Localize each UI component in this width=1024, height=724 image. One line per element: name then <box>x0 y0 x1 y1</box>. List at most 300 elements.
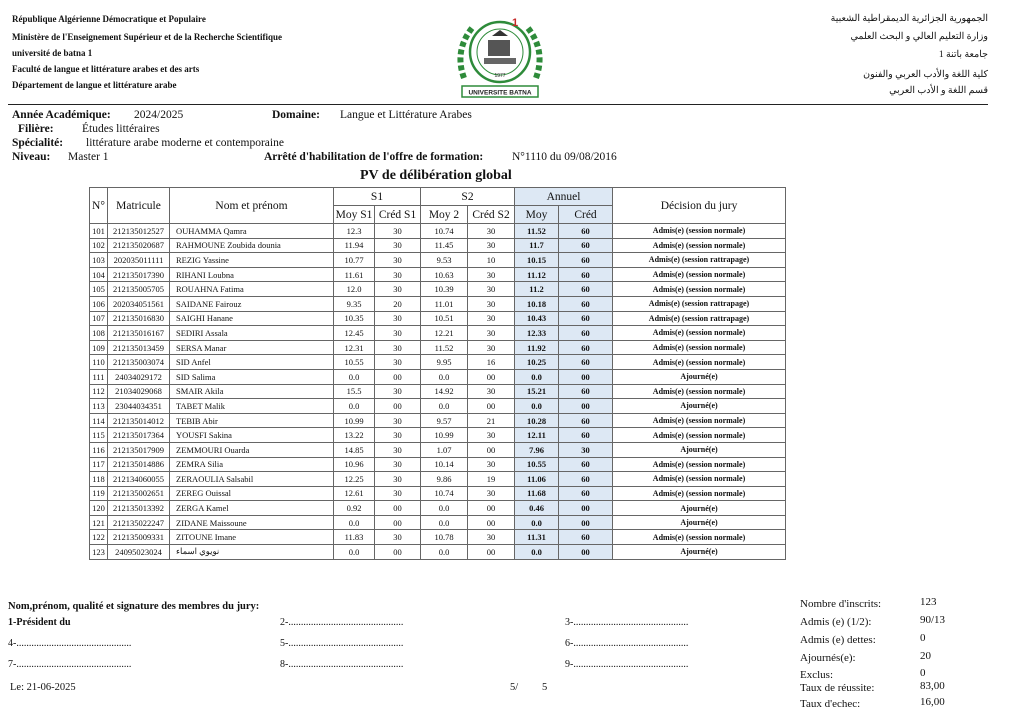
cell-decision: Admis(e) (session normale) <box>613 428 786 443</box>
table-row <box>90 311 786 326</box>
cell-matricule: 212135013392 <box>108 501 170 516</box>
cell-cred-s2: 30 <box>468 282 515 297</box>
cell-decision: Admis(e) (session normale) <box>613 530 786 545</box>
cell-no: 108 <box>90 326 108 341</box>
cell-matricule: 212135022247 <box>108 515 170 530</box>
cell-cred-s1: 30 <box>375 442 421 457</box>
filiere-label: Filière: <box>18 123 54 135</box>
cell-cred-s2: 30 <box>468 384 515 399</box>
cell-nom: RAHMOUNE Zoubida dounia <box>170 238 334 253</box>
cell-cred-s2: 30 <box>468 267 515 282</box>
table-row <box>90 355 786 370</box>
cell-moy-s2: 1.07 <box>421 442 468 457</box>
results-table <box>89 187 786 560</box>
cell-cred-s1: 20 <box>375 296 421 311</box>
cell-no: 122 <box>90 530 108 545</box>
jury-member-2: 2-.............................................. <box>280 617 404 628</box>
table-row <box>90 253 786 268</box>
university-logo <box>452 6 548 104</box>
cell-moy: 10.43 <box>515 311 559 326</box>
cell-decision: Admis(e) (session normale) <box>613 238 786 253</box>
jury-member-7: 7-.............................................. <box>8 659 132 670</box>
cell-moy-s2: 10.74 <box>421 486 468 501</box>
cell-cred: 60 <box>559 238 613 253</box>
cell-moy-s2: 0.0 <box>421 515 468 530</box>
cell-nom: SID Salima <box>170 369 334 384</box>
cell-matricule: 24095023024 <box>108 545 170 560</box>
jury-member-6: 6-.............................................. <box>565 638 689 649</box>
cell-cred-s1: 30 <box>375 311 421 326</box>
cell-nom: ZITOUNE Imane <box>170 530 334 545</box>
cell-matricule: 212135013459 <box>108 340 170 355</box>
header-right <box>688 14 988 102</box>
cell-moy-s2: 9.95 <box>421 355 468 370</box>
cell-moy-s2: 10.63 <box>421 267 468 282</box>
col-header-decision: Décision du jury <box>613 188 786 224</box>
stat-value: 83,00 <box>920 680 945 692</box>
cell-cred-s2: 10 <box>468 253 515 268</box>
cell-matricule: 212135017390 <box>108 267 170 282</box>
cell-matricule: 202034051561 <box>108 296 170 311</box>
cell-cred: 60 <box>559 253 613 268</box>
table-row <box>90 501 786 516</box>
stat-value: 16,00 <box>920 696 945 708</box>
cell-nom: RIHANI Loubna <box>170 267 334 282</box>
cell-no: 102 <box>90 238 108 253</box>
cell-moy-s2: 9.86 <box>421 472 468 487</box>
cell-cred: 60 <box>559 384 613 399</box>
cell-cred-s1: 30 <box>375 457 421 472</box>
jury-member-5: 5-.............................................. <box>280 638 404 649</box>
table-row <box>90 428 786 443</box>
cell-cred: 00 <box>559 545 613 560</box>
cell-moy-s1: 0.0 <box>334 369 375 384</box>
cell-matricule: 212135017909 <box>108 442 170 457</box>
cell-cred-s1: 30 <box>375 267 421 282</box>
cell-moy-s1: 11.83 <box>334 530 375 545</box>
cell-cred: 00 <box>559 399 613 414</box>
stat-value: 123 <box>920 596 937 608</box>
cell-moy-s1: 12.0 <box>334 282 375 297</box>
cell-moy-s2: 9.53 <box>421 253 468 268</box>
jury-member-9: 9-.............................................. <box>565 659 689 670</box>
cell-moy-s2: 11.52 <box>421 340 468 355</box>
cell-matricule: 212135012527 <box>108 224 170 239</box>
cell-moy-s2: 14.92 <box>421 384 468 399</box>
cell-decision: Ajourné(e) <box>613 369 786 384</box>
cell-no: 115 <box>90 428 108 443</box>
stat-label: Ajournés(e): <box>800 652 856 664</box>
cell-moy-s1: 12.45 <box>334 326 375 341</box>
cell-cred-s2: 30 <box>468 326 515 341</box>
cell-moy-s2: 0.0 <box>421 545 468 560</box>
cell-nom: ZERAOULIA Salsabil <box>170 472 334 487</box>
col-header-no: N° <box>90 188 108 224</box>
cell-moy-s2: 0.0 <box>421 501 468 516</box>
specialite-value: littérature arabe moderne et contemporaine <box>86 137 284 149</box>
cell-moy: 10.28 <box>515 413 559 428</box>
cell-cred-s2: 00 <box>468 545 515 560</box>
col-header-cred-s1: Créd S1 <box>375 206 421 224</box>
table-row <box>90 224 786 239</box>
table-row <box>90 515 786 530</box>
cell-moy-s1: 12.31 <box>334 340 375 355</box>
cell-no: 123 <box>90 545 108 560</box>
cell-decision: Admis(e) (session normale) <box>613 355 786 370</box>
cell-cred-s2: 16 <box>468 355 515 370</box>
cell-moy-s1: 0.0 <box>334 399 375 414</box>
table-row <box>90 530 786 545</box>
cell-decision: Admis(e) (session normale) <box>613 472 786 487</box>
cell-no: 114 <box>90 413 108 428</box>
cell-no: 118 <box>90 472 108 487</box>
cell-nom: ZEMMOURI Ouarda <box>170 442 334 457</box>
cell-moy: 11.52 <box>515 224 559 239</box>
header-left-line: université de batna 1 <box>12 48 93 58</box>
cell-cred-s2: 30 <box>468 340 515 355</box>
cell-cred: 60 <box>559 224 613 239</box>
stat-label: Admis (e) dettes: <box>800 634 876 646</box>
cell-moy-s2: 10.39 <box>421 282 468 297</box>
cell-moy-s2: 12.21 <box>421 326 468 341</box>
cell-moy-s1: 9.35 <box>334 296 375 311</box>
cell-decision: Ajourné(e) <box>613 501 786 516</box>
domaine-value: Langue et Littérature Arabes <box>340 109 472 121</box>
header-right-line: قسم اللغة و الأدب العربي <box>889 86 988 96</box>
header-right-line: جامعة باتنة 1 <box>938 50 988 60</box>
logo-text: UNIVERSITE BATNA <box>468 89 532 97</box>
cell-matricule: 202035011111 <box>108 253 170 268</box>
cell-nom: ZEREG Ouissal <box>170 486 334 501</box>
cell-cred-s2: 30 <box>468 486 515 501</box>
stat-label: Exclus: <box>800 669 833 681</box>
cell-moy-s2: 9.57 <box>421 413 468 428</box>
cell-moy-s1: 13.22 <box>334 428 375 443</box>
table-row <box>90 282 786 297</box>
table-row <box>90 296 786 311</box>
cell-cred-s2: 00 <box>468 442 515 457</box>
cell-cred-s2: 00 <box>468 399 515 414</box>
cell-moy-s1: 10.77 <box>334 253 375 268</box>
cell-cred-s2: 30 <box>468 311 515 326</box>
cell-cred: 60 <box>559 472 613 487</box>
cell-cred: 60 <box>559 296 613 311</box>
cell-cred-s1: 30 <box>375 282 421 297</box>
table-row <box>90 238 786 253</box>
cell-moy-s2: 11.01 <box>421 296 468 311</box>
stat-value: 20 <box>920 650 931 662</box>
jury-president: 1-Président du <box>8 617 71 628</box>
page-count: 5 <box>542 682 548 693</box>
cell-cred: 60 <box>559 282 613 297</box>
cell-decision: Admis(e) (session normale) <box>613 340 786 355</box>
col-header-cred-s2: Créd S2 <box>468 206 515 224</box>
table-row <box>90 442 786 457</box>
cell-moy-s1: 10.96 <box>334 457 375 472</box>
cell-decision: Admis(e) (session rattrapage) <box>613 311 786 326</box>
cell-moy: 12.33 <box>515 326 559 341</box>
print-date: Le: 21-06-2025 <box>10 682 76 693</box>
cell-moy-s2: 10.74 <box>421 224 468 239</box>
cell-moy: 10.15 <box>515 253 559 268</box>
cell-cred-s1: 30 <box>375 384 421 399</box>
cell-matricule: 212134060055 <box>108 472 170 487</box>
logo-year: 1977 <box>494 73 506 79</box>
col-header-nom: Nom et prénom <box>170 188 334 224</box>
specialite-label: Spécialité: <box>12 137 64 149</box>
header-left-line: République Algérienne Démocratique et Populaire <box>12 14 206 24</box>
cell-cred-s2: 00 <box>468 501 515 516</box>
cell-matricule: 212135014886 <box>108 457 170 472</box>
cell-matricule: 212135009331 <box>108 530 170 545</box>
cell-cred-s1: 30 <box>375 253 421 268</box>
header-right-line: كلية اللغة والأدب العربي والفنون <box>863 70 988 80</box>
cell-cred: 60 <box>559 267 613 282</box>
cell-cred: 60 <box>559 340 613 355</box>
cell-cred-s2: 00 <box>468 369 515 384</box>
cell-nom: ZERGA Kamel <box>170 501 334 516</box>
cell-matricule: 24034029172 <box>108 369 170 384</box>
cell-moy: 11.92 <box>515 340 559 355</box>
table-row <box>90 399 786 414</box>
cell-decision: Admis(e) (session normale) <box>613 413 786 428</box>
header-divider <box>8 104 988 105</box>
cell-nom: ROUAHNA Fatima <box>170 282 334 297</box>
table-body <box>90 224 786 560</box>
cell-cred-s1: 00 <box>375 545 421 560</box>
cell-no: 106 <box>90 296 108 311</box>
cell-nom: SID Anfel <box>170 355 334 370</box>
annee-label: Année Académique: <box>12 109 111 121</box>
cell-moy-s2: 10.99 <box>421 428 468 443</box>
cell-moy-s2: 10.78 <box>421 530 468 545</box>
header-left-line: Département de langue et littérature arabe <box>12 80 177 90</box>
cell-no: 109 <box>90 340 108 355</box>
cell-cred: 60 <box>559 326 613 341</box>
arrete-value: N°1110 du 09/08/2016 <box>512 151 617 163</box>
cell-moy: 0.0 <box>515 369 559 384</box>
cell-decision: Admis(e) (session rattrapage) <box>613 296 786 311</box>
cell-cred: 60 <box>559 486 613 501</box>
table-row <box>90 457 786 472</box>
cell-moy-s2: 11.45 <box>421 238 468 253</box>
logo-number: 1 <box>512 17 519 29</box>
cell-moy-s1: 14.85 <box>334 442 375 457</box>
cell-cred-s2: 30 <box>468 238 515 253</box>
cell-cred-s2: 30 <box>468 530 515 545</box>
cell-moy-s2: 0.0 <box>421 369 468 384</box>
cell-matricule: 212135014012 <box>108 413 170 428</box>
cell-cred: 60 <box>559 457 613 472</box>
cell-nom: TEBIB Abir <box>170 413 334 428</box>
cell-decision: Ajourné(e) <box>613 442 786 457</box>
cell-moy-s1: 12.25 <box>334 472 375 487</box>
table-row <box>90 340 786 355</box>
cell-moy: 11.2 <box>515 282 559 297</box>
table-row <box>90 486 786 501</box>
table-row <box>90 369 786 384</box>
cell-cred: 00 <box>559 515 613 530</box>
col-header-moy: Moy <box>515 206 559 224</box>
cell-cred-s2: 30 <box>468 296 515 311</box>
cell-moy-s2: 0.0 <box>421 399 468 414</box>
cell-cred-s2: 30 <box>468 224 515 239</box>
cell-moy: 11.68 <box>515 486 559 501</box>
cell-moy: 0.0 <box>515 399 559 414</box>
cell-cred-s2: 00 <box>468 515 515 530</box>
cell-nom: SERSA Manar <box>170 340 334 355</box>
cell-no: 104 <box>90 267 108 282</box>
col-header-moy-s2: Moy 2 <box>421 206 468 224</box>
cell-no: 110 <box>90 355 108 370</box>
cell-decision: Ajourné(e) <box>613 515 786 530</box>
cell-moy: 7.96 <box>515 442 559 457</box>
cell-cred-s1: 30 <box>375 428 421 443</box>
cell-cred: 00 <box>559 501 613 516</box>
cell-moy: 15.21 <box>515 384 559 399</box>
col-header-s1: S1 <box>334 188 421 206</box>
cell-cred-s1: 30 <box>375 530 421 545</box>
cell-cred-s1: 30 <box>375 340 421 355</box>
cell-cred: 60 <box>559 355 613 370</box>
cell-moy-s1: 11.94 <box>334 238 375 253</box>
cell-moy: 0.0 <box>515 515 559 530</box>
cell-cred-s1: 00 <box>375 369 421 384</box>
cell-decision: Admis(e) (session normale) <box>613 267 786 282</box>
cell-nom: SEDIRI Assala <box>170 326 334 341</box>
arrete-label: Arrêté d'habilitation de l'offre de formation: <box>264 151 484 163</box>
header-right-line: وزارة التعليم العالي و البحث العلمي <box>850 32 988 42</box>
cell-no: 117 <box>90 457 108 472</box>
table-row <box>90 545 786 560</box>
cell-nom: REZIG Yassine <box>170 253 334 268</box>
jury-member-3: 3-.............................................. <box>565 617 689 628</box>
cell-no: 113 <box>90 399 108 414</box>
cell-no: 116 <box>90 442 108 457</box>
cell-nom: نويوي اسماء <box>170 545 334 560</box>
cell-cred-s2: 30 <box>468 428 515 443</box>
cell-moy-s1: 12.3 <box>334 224 375 239</box>
cell-moy: 11.06 <box>515 472 559 487</box>
cell-moy: 11.31 <box>515 530 559 545</box>
cell-cred-s1: 30 <box>375 355 421 370</box>
cell-matricule: 212135016830 <box>108 311 170 326</box>
cell-nom: TABET Malik <box>170 399 334 414</box>
cell-moy: 0.0 <box>515 545 559 560</box>
cell-moy: 10.25 <box>515 355 559 370</box>
cell-cred: 60 <box>559 311 613 326</box>
table-row <box>90 267 786 282</box>
col-header-cred: Créd <box>559 206 613 224</box>
cell-cred-s1: 30 <box>375 472 421 487</box>
cell-moy-s1: 15.5 <box>334 384 375 399</box>
table-row <box>90 413 786 428</box>
cell-moy: 10.55 <box>515 457 559 472</box>
cell-matricule: 212135002651 <box>108 486 170 501</box>
cell-cred-s1: 30 <box>375 326 421 341</box>
cell-cred-s1: 30 <box>375 224 421 239</box>
stat-label: Taux de réussite: <box>800 682 875 694</box>
table-row <box>90 326 786 341</box>
header-left <box>12 14 312 96</box>
cell-moy-s1: 10.55 <box>334 355 375 370</box>
cell-nom: YOUSFI Sakina <box>170 428 334 443</box>
cell-no: 120 <box>90 501 108 516</box>
cell-cred: 60 <box>559 530 613 545</box>
col-header-s2: S2 <box>421 188 515 206</box>
cell-matricule: 212135016167 <box>108 326 170 341</box>
cell-nom: OUHAMMA Qamra <box>170 224 334 239</box>
header-left-line: Ministère de l'Enseignement Supérieur et de la Recherche Scientifique <box>12 32 282 42</box>
header-left-line: Faculté de langue et littérature arabes et des arts <box>12 64 200 74</box>
cell-nom: ZIDANE Maissoune <box>170 515 334 530</box>
col-header-moy-s1: Moy S1 <box>334 206 375 224</box>
cell-moy-s2: 10.14 <box>421 457 468 472</box>
domaine-label: Domaine: <box>272 109 320 121</box>
cell-moy: 11.12 <box>515 267 559 282</box>
cell-cred-s1: 30 <box>375 486 421 501</box>
table-row <box>90 472 786 487</box>
cell-no: 112 <box>90 384 108 399</box>
cell-cred-s1: 30 <box>375 238 421 253</box>
header-right-line: الجمهورية الجزائرية الديمقراطية الشعبية <box>830 14 988 24</box>
col-header-annuel: Annuel <box>515 188 613 206</box>
cell-cred-s1: 00 <box>375 515 421 530</box>
stat-value: 0 <box>920 632 926 644</box>
cell-moy: 0.46 <box>515 501 559 516</box>
cell-cred-s1: 00 <box>375 501 421 516</box>
cell-moy: 10.18 <box>515 296 559 311</box>
cell-moy: 12.11 <box>515 428 559 443</box>
cell-no: 121 <box>90 515 108 530</box>
cell-decision: Admis(e) (session normale) <box>613 486 786 501</box>
cell-nom: SAIDANE Fairouz <box>170 296 334 311</box>
cell-cred: 00 <box>559 369 613 384</box>
jury-member-8: 8-.............................................. <box>280 659 404 670</box>
cell-nom: ZEMRA Silia <box>170 457 334 472</box>
cell-decision: Admis(e) (session normale) <box>613 282 786 297</box>
cell-no: 105 <box>90 282 108 297</box>
cell-moy-s1: 11.61 <box>334 267 375 282</box>
stat-label: Admis (e) (1/2): <box>800 616 872 628</box>
col-header-matricule: Matricule <box>108 188 170 224</box>
cell-no: 119 <box>90 486 108 501</box>
cell-cred-s1: 30 <box>375 413 421 428</box>
cell-nom: SMAIR Akila <box>170 384 334 399</box>
cell-moy-s1: 12.61 <box>334 486 375 501</box>
cell-cred: 30 <box>559 442 613 457</box>
cell-moy-s1: 0.0 <box>334 545 375 560</box>
cell-cred-s2: 30 <box>468 457 515 472</box>
cell-decision: Admis(e) (session normale) <box>613 457 786 472</box>
cell-moy-s1: 10.35 <box>334 311 375 326</box>
stat-value: 90/13 <box>920 614 946 626</box>
niveau-label: Niveau: <box>12 151 51 163</box>
cell-cred: 60 <box>559 428 613 443</box>
cell-decision: Admis(e) (session normale) <box>613 224 786 239</box>
cell-moy-s2: 10.51 <box>421 311 468 326</box>
stat-label: Nombre d'inscrits: <box>800 598 882 610</box>
cell-moy-s1: 0.0 <box>334 515 375 530</box>
cell-cred: 60 <box>559 413 613 428</box>
cell-matricule: 212135017364 <box>108 428 170 443</box>
cell-decision: Admis(e) (session normale) <box>613 384 786 399</box>
cell-cred-s1: 00 <box>375 399 421 414</box>
cell-decision: Admis(e) (session normale) <box>613 326 786 341</box>
cell-decision: Admis(e) (session rattrapage) <box>613 253 786 268</box>
stat-value: 0 <box>920 667 926 679</box>
cell-decision: Ajourné(e) <box>613 399 786 414</box>
